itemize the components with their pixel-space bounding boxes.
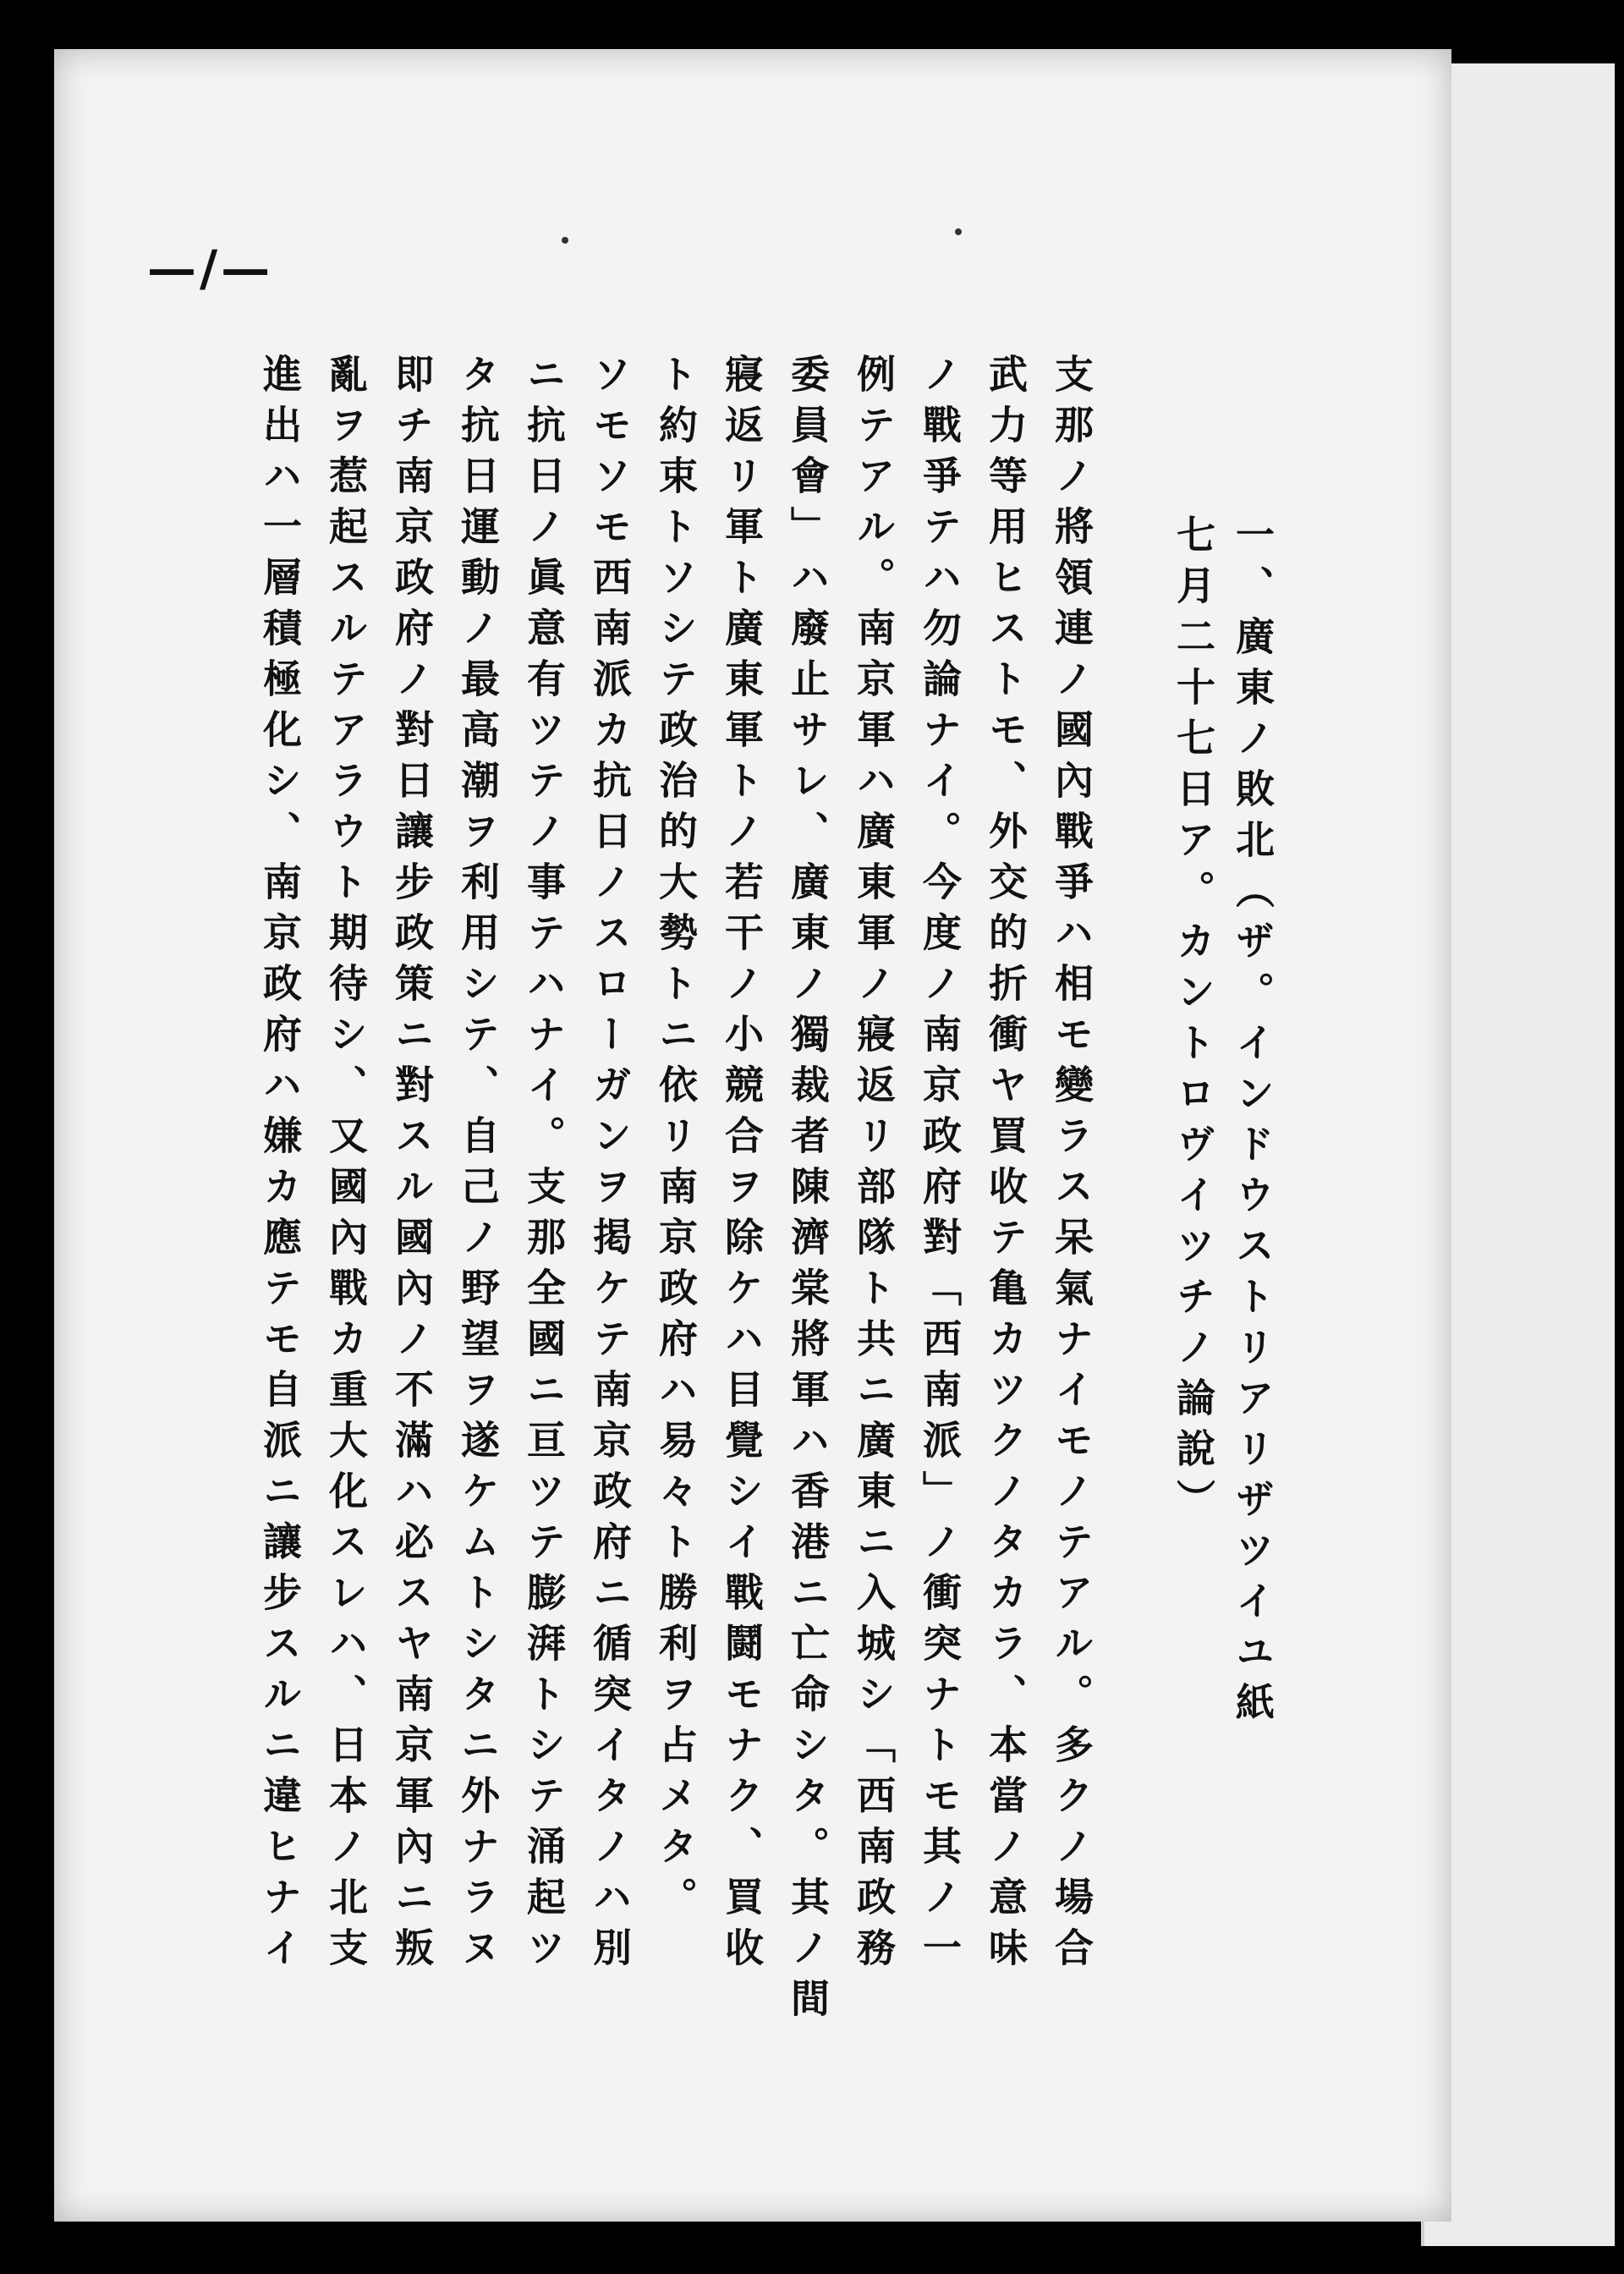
- article-title-block: [1164, 514, 1282, 2071]
- text-column: ニ抗日ノ眞意有ツテノ事テハナイ。支那全國ニ亘ツテ膨湃トシテ涌起ツ: [521, 354, 567, 1978]
- text-column: 寢返リ軍ト廣東軍トノ若干ノ小競合ヲ除ケハ目覺シイ戰鬪モナク、買收: [719, 354, 765, 1978]
- text-column: ト約束トソシテ政治的大勢トニ依リ南京政府ハ易々ト勝利ヲ占メタ。: [653, 354, 699, 1927]
- page-number: —/—: [147, 239, 274, 297]
- text-column: タ抗日運動ノ最高潮ヲ利用シテ、自己ノ野望ヲ遂ケムトシタニ外ナラヌ: [455, 354, 501, 1978]
- text-column: 進出ハ一層積極化シ、南京政府ハ嫌カ應テモ自派ニ讓步スルニ違ヒナイ: [257, 354, 303, 1978]
- text-column: 亂ヲ惹起スルテアラウト期待シ、又國內戰カ重大化スレハ、日本ノ北支: [323, 354, 369, 1978]
- text-column: ソモソモ西南派カ抗日ノスローガンヲ掲ケテ南京政府ニ循突イタノハ別: [587, 354, 633, 1978]
- text-column: 委員會」ハ廢止サレ、廣東ノ獨裁者陳濟棠將軍ハ香港ニ亡命シタ。其ノ間: [785, 354, 831, 2029]
- text-column: 即チ南京政府ノ對日讓步政策ニ對スル國內ノ不滿ハ必スヤ南京軍內ニ叛: [389, 354, 435, 1978]
- speck: [955, 228, 962, 235]
- text-column: 武力等用ヒストモ、外交的折衝ヤ買收テ亀カツクノタカラ、本當ノ意味: [983, 354, 1029, 1978]
- article-subtitle: 七月二十七日ア。カントロヴイツチノ論說）: [1171, 514, 1216, 1530]
- speck: [562, 237, 568, 244]
- text-column: ノ戰爭テハ勿論ナイ。今度ノ南京政府對「西南派」ノ衝突ナトモ其ノ一: [917, 354, 963, 1978]
- article-title: 一、廣東ノ敗北（ザ。インドウストリアリザツイユ紙: [1230, 514, 1276, 1733]
- document-page: [54, 49, 1451, 2222]
- text-column: 例テアル。南京軍ハ廣東軍ノ寢返リ部隊ト共ニ廣東ニ入城シ「西南政務: [851, 354, 897, 1978]
- article-text: [247, 294, 1282, 2071]
- text-column: 支那ノ將領連ノ國內戰爭ハ相モ變ラス呆氣ナイモノテアル。多クノ場合: [1049, 354, 1095, 1978]
